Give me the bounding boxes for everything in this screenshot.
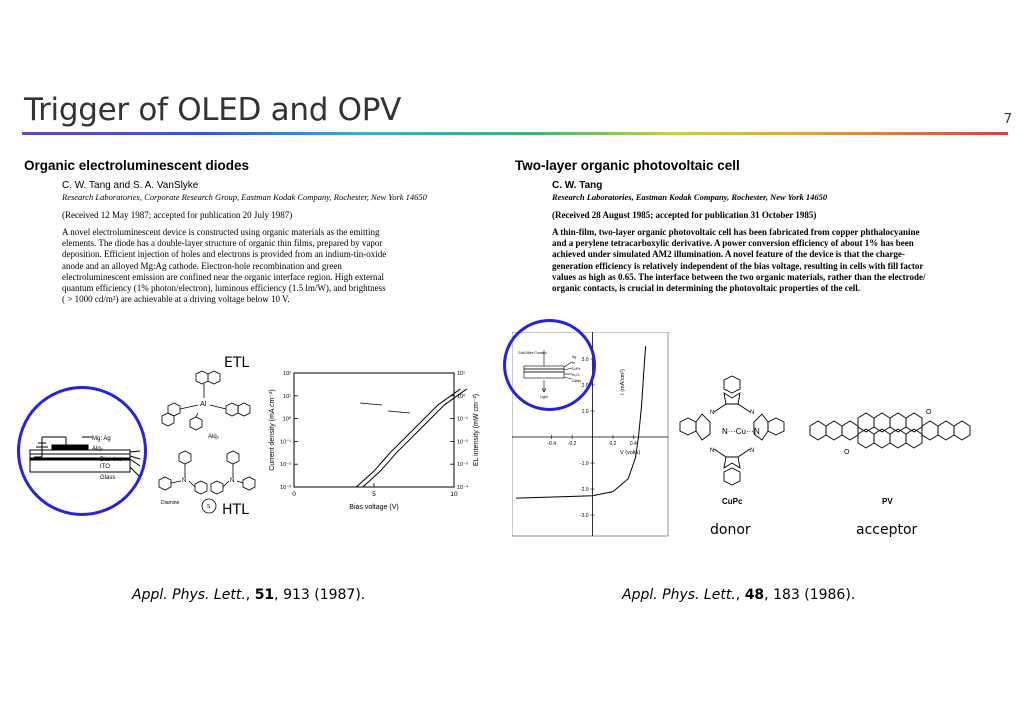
abstract-line: elements. The diode has a double-layer structure of organic thin films, prepared by vapor — [62, 238, 383, 249]
x-tick-label: -0.2 — [567, 441, 577, 447]
x-tick-label: -0.4 — [547, 441, 557, 447]
x-tick-label: 10 — [450, 491, 458, 498]
current-density-line — [356, 389, 460, 487]
right-paper-authors: C. W. Tang — [552, 180, 603, 191]
citation-rest: , 183 (1986). — [764, 587, 856, 603]
citation-volume: 48 — [744, 587, 765, 603]
abstract-line: anode and an alloyed Mg:Ag cathode. Electron-hole recombination and green — [62, 260, 342, 271]
inset-label: CuPc — [572, 367, 581, 371]
abstract-line: quantum efficiency (1% photon/electron), luminous efficiency (1.5 lm/W), and brightness — [62, 283, 386, 294]
abstract-line: generation efficiency is relatively independent of the bias voltage, resulting in cells with fill factor — [552, 260, 924, 271]
y-tick-label-right: 10⁰ — [457, 393, 466, 400]
y-tick-label-right: 10¹ — [457, 371, 465, 377]
y-axis-label: Current density (mA cm⁻²) — [269, 389, 276, 471]
page-number: 7 — [1003, 112, 1012, 127]
aluminum-atom: Al — [200, 401, 207, 408]
y-tick-label-right: 10⁻³ — [457, 462, 468, 469]
left-paper-title: Organic electroluminescent diodes — [24, 158, 250, 173]
citation-journal: Appl. Phys. Lett. — [622, 587, 736, 603]
inset-label: In — [572, 361, 575, 365]
pv-molecule — [806, 400, 976, 460]
right-paper-title: Two-layer organic photovoltaic cell — [515, 158, 740, 173]
right-paper-affiliation: Research Laboratories, Eastman Kodak Company, Rochester, New York 14650 — [552, 192, 828, 202]
citation-rest: , 913 (1987). — [274, 587, 366, 603]
inset-label: Gold Wire Contact — [518, 351, 547, 355]
right-citation: Appl. Phys. Lett., 48, 183 (1986). — [622, 587, 856, 603]
y-tick-label: 10⁻¹ — [280, 439, 291, 446]
left-paper-received: (Received 12 May 1987; accepted for publication 20 July 1987) — [62, 210, 293, 220]
y-tick-label: -2.0 — [579, 487, 589, 493]
device-label: Alq₃ — [92, 446, 104, 452]
abstract-line: A novel electroluminescent device is constructed using organic materials as the emitting — [62, 227, 380, 237]
y-tick-label: -3.0 — [579, 513, 589, 519]
abstract-line: deposition. Efficient injection of holes and electrons is provided from an indium-tin-oxide — [62, 249, 387, 260]
abstract-line: organic contacts, is crucial in determining the photovoltaic properties of the cell. — [552, 283, 861, 294]
acceptor-label: acceptor — [856, 522, 918, 538]
nitrogen-atom: N — [230, 478, 235, 484]
abstract-line: electroluminescent emission are confined near the organic interface region. High external — [62, 271, 384, 282]
nitrogen-atom: N — [710, 448, 715, 454]
abstract-line: A thin-film, two-layer organic photovoltaic cell has been fabricated from copper phthalocyanine — [552, 227, 920, 237]
left-paper-abstract — [62, 227, 492, 305]
right-paper-abstract — [552, 227, 972, 294]
highlight-circle — [17, 386, 147, 516]
donor-label: donor — [710, 522, 751, 538]
slide-title: Trigger of OLED and OPV — [24, 92, 402, 128]
molecule-label: Diamine — [161, 500, 180, 506]
molecule-label: Alq₃ — [208, 434, 220, 440]
left-paper-affiliation: Research Laboratories, Corporate Research Group, Eastman Kodak Company, Rochester, New York 14650 — [62, 192, 427, 202]
arrow-right — [388, 411, 410, 413]
abstract-line: and a perylene tetracarboxylic derivative. A power conversion efficiency of about 1% has been — [552, 238, 914, 249]
y-axis-label: I (mA/cm²) — [620, 369, 626, 395]
y-tick-label: 1.0 — [581, 409, 589, 415]
alq3-molecule — [160, 368, 260, 448]
x-tick-label: 0 — [292, 491, 296, 498]
pv-name: PV — [882, 497, 893, 506]
device-label: ITO — [100, 464, 110, 470]
x-axis-label: V (volts) — [620, 450, 641, 456]
inset-label: Light — [540, 395, 548, 399]
nitrogen-atom: N — [182, 478, 187, 484]
y-tick-label-right: 10⁻² — [457, 439, 468, 446]
nitrogen-atom: N — [750, 448, 755, 454]
abstract-line: values as high as 0.65. The interface between the two organic materials, rather than the electrode/ — [552, 271, 926, 282]
y-tick-label: 10² — [283, 371, 291, 377]
x-tick-label: 0.4 — [629, 441, 637, 447]
y-tick-label: 10⁻² — [280, 462, 291, 469]
y-tick-label: 10⁰ — [282, 416, 291, 423]
x-axis-label: Bias voltage (V) — [349, 504, 399, 511]
x-tick-label: 5 — [372, 491, 376, 498]
inset-label: Glass — [572, 379, 581, 383]
y-axis-label-right: EL intensity (mW cm⁻²) — [473, 393, 480, 467]
oled-jv-chart — [264, 365, 486, 515]
nitrogen-atom: N — [750, 410, 755, 416]
x-tick-label: 0.2 — [609, 441, 617, 447]
y-tick-label: 10¹ — [283, 393, 291, 400]
inset-label: Ag — [572, 355, 577, 359]
plot-frame — [294, 373, 454, 487]
molecule-label: S — [207, 504, 211, 510]
device-label: Glass — [100, 475, 116, 481]
cupc-name: CuPc — [722, 497, 743, 506]
y-tick-label-right: 10⁻⁴ — [457, 485, 469, 491]
nitrogen-atom: N — [710, 410, 715, 416]
inset-label: In₂O₃ — [572, 373, 581, 377]
citation-volume: 51 — [254, 587, 275, 603]
device-label: Diamine — [100, 457, 123, 463]
right-paper-received: (Received 28 August 1985; accepted for publication 31 October 1985) — [552, 210, 817, 220]
htl-label: HTL — [222, 502, 249, 518]
arrow-left — [360, 403, 382, 405]
citation-journal: Appl. Phys. Lett. — [132, 587, 246, 603]
el-intensity-line — [363, 389, 467, 487]
highlight-circle — [503, 319, 596, 411]
device-label: Mg: Ag — [92, 436, 111, 442]
y-tick-label: -1.0 — [579, 461, 589, 467]
abstract-line: ( > 1000 cd/m²) are achievable at a driving voltage below 10 V. — [62, 294, 290, 305]
left-paper-authors: C. W. Tang and S. A. VanSlyke — [62, 180, 199, 191]
etl-label: ETL — [224, 355, 250, 371]
left-citation: Appl. Phys. Lett., 51, 913 (1987). — [132, 587, 366, 603]
title-rule — [22, 132, 1008, 135]
y-tick-label-right: 10⁻¹ — [457, 416, 468, 423]
cupc-molecule — [674, 372, 792, 492]
y-tick-label: 10⁻³ — [280, 485, 291, 491]
oxygen-atom: O — [844, 449, 850, 456]
abstract-line: achieved under simulated AM2 illumination. A novel feature of the device is that the charge- — [552, 249, 905, 260]
copper-center: N···Cu···N — [722, 427, 760, 436]
y-tick-label: 2.0 — [581, 383, 589, 389]
y-tick-label: 3.0 — [581, 357, 589, 363]
oxygen-atom: O — [926, 409, 932, 416]
